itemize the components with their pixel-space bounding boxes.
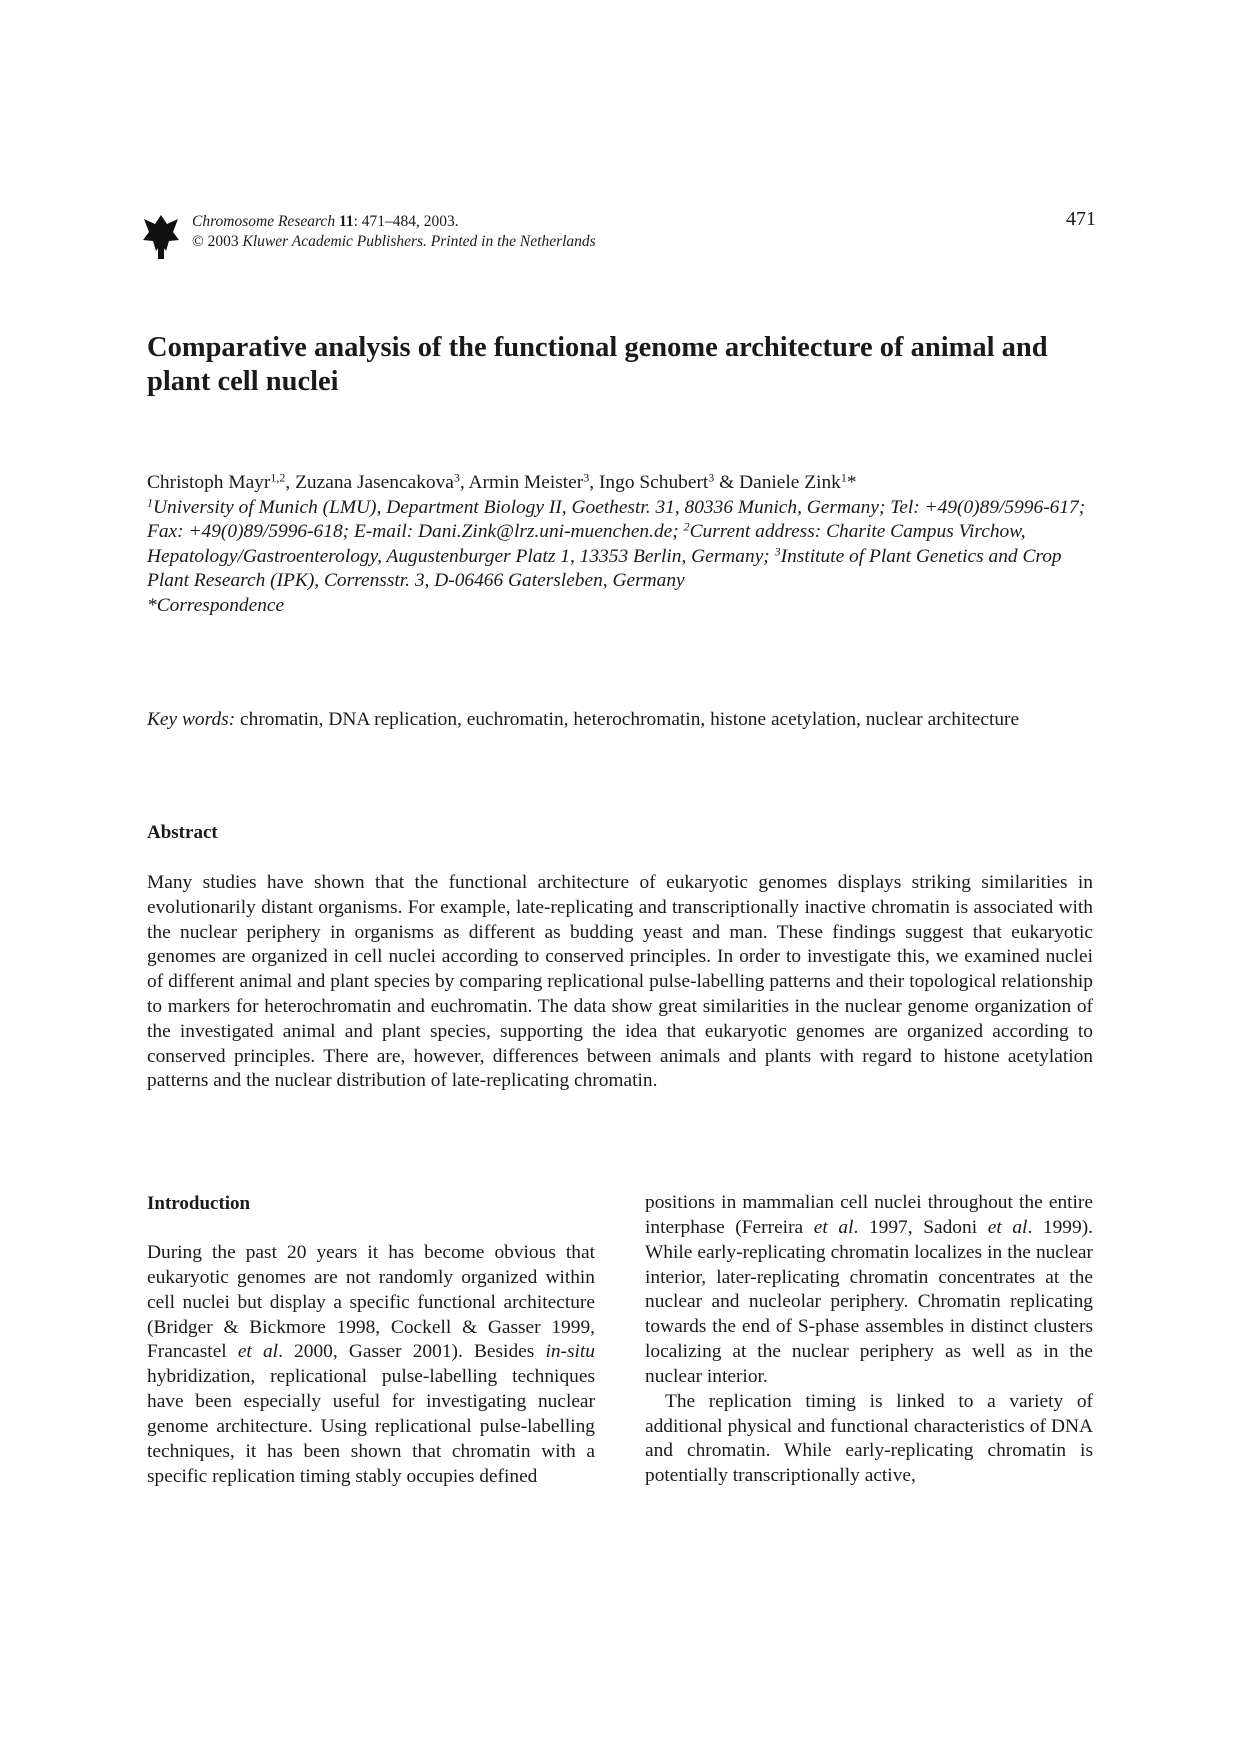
- kluwer-logo-icon: [142, 213, 180, 259]
- keywords-text: chromatin, DNA replication, euchromatin, heterochromatin, histone acetylation, nuclear architecture: [240, 709, 1020, 730]
- italic-term: et al: [987, 1216, 1028, 1238]
- author-affiliation-mark: 3: [453, 470, 460, 485]
- abstract-heading: Abstract: [147, 822, 218, 843]
- authors-block: [147, 471, 1097, 618]
- affiliation-mark: 2: [683, 519, 690, 534]
- affiliation-text: Institute of Plant Genetics and Crop Plant Research (IPK), Corrensstr. 3, D-06466 Gatersleben, Germany: [147, 545, 1062, 591]
- abstract-text: Many studies have shown that the functional architecture of eukaryotic genomes displays striking similarities in evolutionarily distant organisms. For example, late-replicating and transcriptionally inactive chromatin is associated with the nuclear periphery in organisms as different as budding yeast and man. These findings suggest that eukaryotic genomes are organized in cell nuclei according to conserved principles. In order to investigate this, we examined nuclei of different animal and plant species by comparing replicational pulse-labelling patterns and their topological relationship to markers for heterochromatin and euchromatin. The data show great similarities in the nuclear genome organization of the investigated animal and plant species, supporting the idea that eukaryotic genomes are organized according to conserved principles. There are, however, differences between animals and plants with regard to histone acetylation patterns and the nuclear distribution of late-replicating chromatin.: [147, 872, 1093, 1092]
- correspondence-note: *Correspondence: [147, 594, 285, 616]
- italic-term: et al: [813, 1216, 854, 1238]
- paragraph: The replication timing is linked to a variety of additional physical and functional characteristics of DNA and chromatin. While early-replicating chromatin is potentially transcriptionally active,: [645, 1390, 1093, 1487]
- page-number: 471: [1066, 208, 1096, 230]
- keywords-label: Key words:: [147, 709, 236, 730]
- paragraph: During the past 20 years it has become obvious that eukaryotic genomes are not randomly organized within cell nuclei but display a specific functional architecture (Bridger & Bickmore 1998, Cockell & Gasser 1999, Francastel et al. 2000, Gasser 2001). Besides in-situ hybridization, replicational pulse-labelling techniques have been especially useful for investigating nuclear genome architecture. Using replicational pulse-labelling techniques, it has been shown that chromatin with a specific replication timing stably occupies defined: [147, 1242, 595, 1487]
- author-affiliation-mark: 3: [708, 470, 715, 485]
- author-affiliation-mark: 3: [583, 470, 590, 485]
- affiliation-text: University of Munich (LMU), Department Biology II, Goethestr. 31, 80336 Munich, Germany; Tel: +49(0)89/5996-617; Fax: +49(0)89/5996-618; E-mail: Dani.Zink@lrz.uni-muenchen.de;: [147, 496, 1086, 542]
- author-name: Daniele Zink: [739, 472, 841, 493]
- journal-citation: Chromosome Research 11: 471–484, 2003.: [192, 213, 459, 230]
- paragraph: positions in mammalian cell nuclei throughout the entire interphase (Ferreira et al. 1997, Sadoni et al. 1999). While early-replicating chromatin localizes in the nuclear interior, later-replicating chromatin concentrates at the nuclear and nucleolar periphery. Chromatin replicating towards the end of S-phase assembles in distinct clusters localizing at the nuclear periphery as well as in the nuclear interior.: [645, 1192, 1093, 1387]
- author-affiliation-mark: 1,2: [270, 470, 286, 485]
- article-title: Comparative analysis of the functional genome architecture of animal and plant cell nuclei: [147, 332, 1048, 397]
- copyright-line: © 2003 Kluwer Academic Publishers. Printed in the Netherlands: [192, 233, 596, 250]
- keywords: [147, 708, 1093, 733]
- italic-term: et al: [237, 1341, 279, 1363]
- author-name: Ingo Schubert: [598, 472, 709, 493]
- author-name: Armin Meister: [468, 472, 584, 493]
- introduction-right-column: [645, 1191, 1093, 1489]
- introduction-left-column: [147, 1241, 595, 1489]
- author-name: Zuzana Jasencakova: [295, 472, 454, 493]
- author-affiliation-mark: 1: [840, 470, 847, 485]
- affiliation-mark: 3: [774, 543, 781, 558]
- author-list: Christoph Mayr$^{1,2}$, Zuzana Jasencakova$^3$, Armin Meister$^3$, Ingo Schubert$^3$ & Daniele Zink$^1$*: [147, 470, 857, 493]
- affiliations: [147, 496, 1097, 594]
- introduction-heading: Introduction: [147, 1193, 251, 1214]
- author-name: Christoph Mayr: [147, 472, 271, 493]
- italic-term: in-situ: [545, 1341, 595, 1363]
- affiliation-mark: 1: [147, 494, 154, 509]
- affiliation-text: Current address: Charite Campus Virchow, Hepatology/Gastroenterology, Augustenburger Platz 1, 13353 Berlin, Germany;: [147, 521, 1026, 567]
